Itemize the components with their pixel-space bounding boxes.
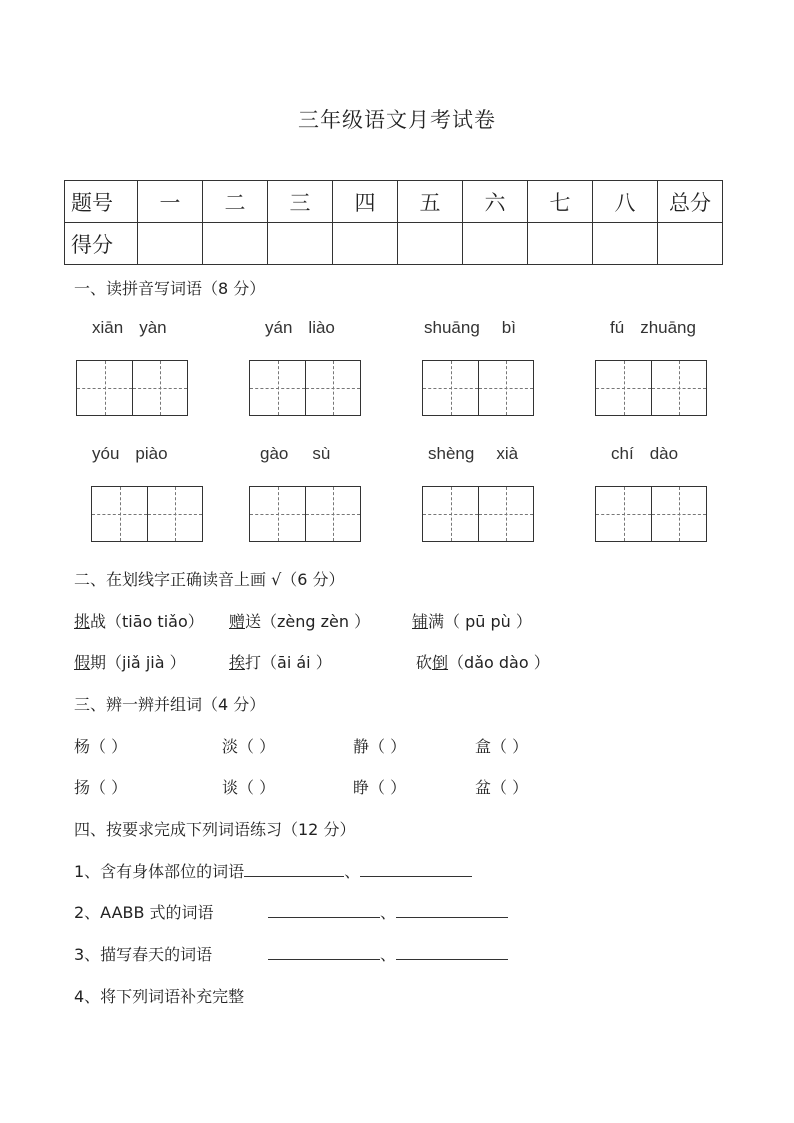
word-group-item: 谈（ ）: [222, 778, 276, 797]
column-header: 八: [593, 181, 658, 223]
answer-blank[interactable]: [244, 862, 344, 877]
word-group-item: 静（ ）: [353, 737, 407, 756]
writing-cell[interactable]: [77, 361, 132, 415]
answer-blank[interactable]: [360, 862, 472, 877]
answer-blank[interactable]: [268, 903, 380, 918]
word-group-item: 睁（ ）: [353, 778, 407, 797]
section-3-heading: 三、辨一辨并组词（4 分）: [74, 695, 266, 714]
writing-grid[interactable]: [76, 360, 188, 416]
score-cell[interactable]: [593, 223, 658, 265]
section-2-heading: 二、在划线字正确读音上画 √（6 分）: [74, 570, 345, 589]
score-label: 得分: [65, 223, 138, 265]
score-cell[interactable]: [203, 223, 268, 265]
writing-cell[interactable]: [651, 487, 706, 541]
writing-grid[interactable]: [249, 360, 361, 416]
pinyin-item: yán liào: [265, 318, 335, 337]
writing-cell[interactable]: [132, 361, 187, 415]
score-table: [64, 180, 723, 265]
pinyin-item: gào sù: [260, 444, 331, 463]
column-header: 二: [203, 181, 268, 223]
writing-grid[interactable]: [422, 486, 534, 542]
answer-blank[interactable]: [268, 945, 380, 960]
score-cell[interactable]: [333, 223, 398, 265]
writing-cell[interactable]: [423, 487, 478, 541]
pinyin-item: shuāng bì: [424, 318, 516, 337]
page-title: 三年级语文月考试卷: [298, 108, 496, 132]
pinyin-item: shèng xià: [428, 444, 519, 463]
pinyin-item: yóu piào: [92, 444, 168, 463]
word-group-item: 盒（ ）: [475, 737, 529, 756]
pronunciation-item: 挑战（tiāo tiǎo）: [74, 612, 204, 631]
score-cell[interactable]: [138, 223, 203, 265]
writing-cell[interactable]: [478, 361, 533, 415]
column-header: 七: [528, 181, 593, 223]
column-header: 五: [398, 181, 463, 223]
score-cell[interactable]: [398, 223, 463, 265]
writing-cell[interactable]: [305, 361, 360, 415]
writing-cell[interactable]: [250, 487, 305, 541]
writing-grid[interactable]: [422, 360, 534, 416]
writing-cell[interactable]: [423, 361, 478, 415]
writing-grid[interactable]: [595, 360, 707, 416]
pinyin-item: xiān yàn: [92, 318, 167, 337]
question-4: 4、将下列词语补充完整: [74, 987, 245, 1006]
score-table-score-row: [65, 223, 723, 265]
writing-cell[interactable]: [305, 487, 360, 541]
word-group-item: 杨（ ）: [74, 737, 128, 756]
writing-cell[interactable]: [596, 361, 651, 415]
writing-grid[interactable]: [595, 486, 707, 542]
word-group-item: 淡（ ）: [222, 737, 276, 756]
pronunciation-item: 赠送（zèng zèn ）: [229, 612, 371, 631]
pronunciation-item: 挨打（āi ái ）: [229, 653, 332, 672]
writing-cell[interactable]: [92, 487, 147, 541]
writing-cell[interactable]: [478, 487, 533, 541]
question-number-label: 题号: [65, 181, 138, 223]
question-2: 2、AABB 式的词语 、: [74, 900, 508, 923]
column-header: 总分: [658, 181, 723, 223]
question-3: 3、描写春天的词语 、: [74, 942, 508, 965]
score-table-header-row: [65, 181, 723, 223]
answer-blank[interactable]: [396, 903, 508, 918]
answer-blank[interactable]: [396, 945, 508, 960]
score-cell[interactable]: [658, 223, 723, 265]
score-cell[interactable]: [463, 223, 528, 265]
pinyin-item: fú zhuāng: [610, 318, 696, 337]
column-header: 四: [333, 181, 398, 223]
writing-cell[interactable]: [147, 487, 202, 541]
word-group-item: 盆（ ）: [475, 778, 529, 797]
writing-cell[interactable]: [596, 487, 651, 541]
column-header: 一: [138, 181, 203, 223]
pronunciation-item: 假期（jiǎ jià ）: [74, 653, 186, 672]
column-header: 六: [463, 181, 528, 223]
score-cell[interactable]: [268, 223, 333, 265]
pinyin-item: chí dào: [611, 444, 679, 463]
writing-cell[interactable]: [250, 361, 305, 415]
writing-grid[interactable]: [249, 486, 361, 542]
word-group-item: 扬（ ）: [74, 778, 128, 797]
question-1: 1、含有身体部位的词语 、: [74, 859, 472, 882]
writing-cell[interactable]: [651, 361, 706, 415]
section-1-heading: 一、读拼音写词语（8 分）: [74, 279, 266, 298]
section-4-heading: 四、按要求完成下列词语练习（12 分）: [74, 820, 356, 839]
score-cell[interactable]: [528, 223, 593, 265]
pronunciation-item: 铺满（ pū pù ）: [412, 612, 532, 631]
column-header: 三: [268, 181, 333, 223]
pronunciation-item: 砍倒（dǎo dào ）: [416, 653, 550, 672]
writing-grid[interactable]: [91, 486, 203, 542]
